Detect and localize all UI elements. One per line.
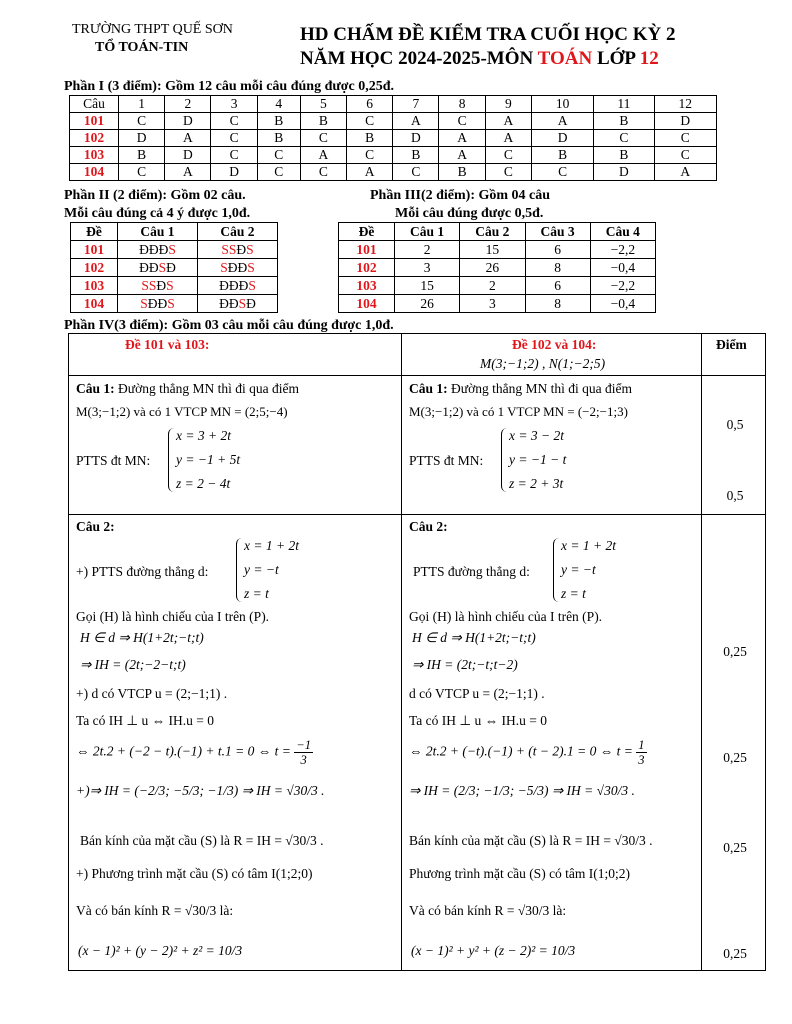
answer-cell: D bbox=[165, 147, 211, 164]
tf-segment: ĐĐ bbox=[227, 259, 248, 275]
q1-left-brace bbox=[168, 428, 175, 492]
answer-cell: −2,2 bbox=[590, 277, 655, 295]
q2-left-l10: Và có bán kính R = √30/3 là: bbox=[76, 903, 234, 918]
q2-left-eq-z: z = t bbox=[244, 586, 269, 601]
row-divider-1 bbox=[68, 375, 766, 376]
answer-cell: A bbox=[300, 147, 346, 164]
answer-cell: −0,4 bbox=[590, 259, 655, 277]
answer-cell: C bbox=[211, 113, 257, 130]
table-row bbox=[339, 259, 656, 277]
col-head: 1 bbox=[119, 96, 165, 113]
answer-cell: D bbox=[531, 130, 593, 147]
q1-left-text: Đường thẳng MN thì đi qua điểm bbox=[114, 381, 299, 396]
tf-answer bbox=[118, 241, 198, 259]
answer-cell: A bbox=[485, 130, 531, 147]
answer-cell: C bbox=[531, 164, 593, 181]
q2-left-l5: Ta có IH ⊥ u ⇔ IH.u = 0 bbox=[76, 713, 215, 728]
answer-cell: C bbox=[654, 147, 716, 164]
tf-segment: S bbox=[140, 295, 148, 311]
exam-code: 104 bbox=[71, 295, 118, 313]
answer-cell: C bbox=[211, 147, 257, 164]
table-row bbox=[71, 241, 278, 259]
part2-answer-table bbox=[70, 222, 278, 313]
tf-segment: Đ bbox=[246, 295, 256, 311]
answer-cell: B bbox=[594, 113, 654, 130]
part3-answer-table bbox=[338, 222, 656, 313]
answer-cell: B bbox=[439, 164, 485, 181]
q2-left-l11: (x − 1)² + (y − 2)² + z² = 10/3 bbox=[78, 943, 243, 958]
department-name: TỔ TOÁN-TIN bbox=[95, 40, 189, 55]
q2-right-eq-z: z = t bbox=[561, 586, 586, 601]
table-row bbox=[339, 295, 656, 313]
answer-cell: 6 bbox=[525, 241, 590, 259]
table-row bbox=[70, 147, 717, 164]
q1-score-2: 0,5 bbox=[726, 488, 744, 503]
col-right-subheading: M(3;−1;2) , N(1;−2;5) bbox=[480, 356, 606, 371]
tf-segment: Đ bbox=[156, 277, 167, 293]
q2-right-l6-text: ⇔ 2t.2 + (−t).(−1) + (t − 2).1 = 0 ⇔ t = bbox=[409, 743, 633, 759]
answer-cell: C bbox=[485, 164, 531, 181]
tf-segment: S bbox=[158, 259, 167, 275]
doc-title-line2: NĂM HỌC 2024-2025-MÔN TOÁN LỚP 12 bbox=[300, 48, 659, 69]
q1-right-eq-x: x = 3 − 2t bbox=[509, 428, 564, 443]
tf-segment: S bbox=[247, 259, 255, 275]
answer-cell: D bbox=[119, 130, 165, 147]
answer-cell: 3 bbox=[395, 259, 460, 277]
answer-cell: C bbox=[439, 113, 485, 130]
exam-code: 102 bbox=[339, 259, 395, 277]
table-row bbox=[339, 277, 656, 295]
q2-left-l2: H ∈ d ⇒ H(1+2t;−t;t) bbox=[80, 630, 204, 645]
exam-code: 101 bbox=[339, 241, 395, 259]
exam-code: 104 bbox=[339, 295, 395, 313]
q1-label: Câu 1: bbox=[76, 381, 115, 396]
tf-segment: S bbox=[248, 277, 256, 293]
q1-right-line2: M(3;−1;2) và có 1 VTCP MN = (−2;−1;3) bbox=[409, 404, 628, 419]
q2-left-l8: Bán kính của mặt cầu (S) là R = IH = √30/3 . bbox=[80, 833, 324, 848]
exam-code: 101 bbox=[70, 113, 119, 130]
answer-cell: −0,4 bbox=[590, 295, 655, 313]
part1-heading: Phần I (3 điểm): Gồm 12 câu mỗi câu đúng được 0,25đ. bbox=[64, 79, 395, 94]
col-head: Câu 2 bbox=[198, 223, 278, 241]
table-row bbox=[71, 295, 278, 313]
answer-cell: 2 bbox=[460, 277, 525, 295]
col-right-heading: Đề 102 và 104: bbox=[512, 337, 597, 352]
q2-left-l9: +) Phương trình mặt cầu (S) có tâm I(1;2;0) bbox=[76, 866, 313, 881]
answer-cell: −2,2 bbox=[590, 241, 655, 259]
tf-segment: SS bbox=[141, 277, 157, 293]
answer-cell: C bbox=[594, 130, 654, 147]
answer-cell: B bbox=[119, 147, 165, 164]
part3-subheading: Mỗi câu đúng được 0,5đ. bbox=[395, 206, 544, 221]
exam-code: 103 bbox=[71, 277, 118, 295]
answer-cell: C bbox=[257, 147, 300, 164]
tf-segment: Đ bbox=[236, 241, 247, 257]
col-head: Câu 4 bbox=[590, 223, 655, 241]
q2-right-l2: H ∈ d ⇒ H(1+2t;−t;t) bbox=[412, 630, 536, 645]
answer-cell: A bbox=[165, 164, 211, 181]
exam-code: 103 bbox=[339, 277, 395, 295]
col-head: 5 bbox=[300, 96, 346, 113]
answer-cell: A bbox=[347, 164, 393, 181]
school-name: TRƯỜNG THPT QUẾ SƠN bbox=[72, 22, 233, 37]
col-head: 12 bbox=[654, 96, 716, 113]
col-head: 9 bbox=[485, 96, 531, 113]
tf-answer bbox=[118, 277, 198, 295]
part2-subheading: Mỗi câu đúng cả 4 ý được 1,0đ. bbox=[64, 206, 251, 221]
answer-cell: C bbox=[393, 164, 439, 181]
q2-right-l10: Và có bán kính R = √30/3 là: bbox=[409, 903, 567, 918]
q2-left-brace bbox=[236, 538, 243, 602]
part1-header-label: Câu bbox=[70, 96, 119, 113]
answer-cell: D bbox=[594, 164, 654, 181]
col-head: 4 bbox=[257, 96, 300, 113]
answer-cell: 6 bbox=[525, 277, 590, 295]
tf-segment: ĐĐĐ bbox=[219, 277, 249, 293]
fraction bbox=[294, 738, 313, 767]
answer-cell: D bbox=[165, 113, 211, 130]
tf-segment: S bbox=[168, 241, 176, 257]
col-head: 8 bbox=[439, 96, 485, 113]
tf-answer bbox=[198, 259, 278, 277]
fraction-den: 3 bbox=[300, 753, 307, 767]
q2-right-l1: Gọi (H) là hình chiếu của I trên (P). bbox=[409, 609, 603, 624]
q2-score-4: 0,25 bbox=[723, 946, 747, 961]
answer-cell: B bbox=[257, 130, 300, 147]
row-divider-2 bbox=[68, 514, 766, 515]
tf-segment: ĐĐ bbox=[147, 295, 168, 311]
answer-cell: B bbox=[393, 147, 439, 164]
tf-segment: ĐĐĐ bbox=[139, 241, 169, 257]
q2-right-l7: ⇒ IH = (2/3; −1/3; −5/3) ⇒ IH = √30/3 . bbox=[409, 783, 635, 798]
answer-cell: C bbox=[485, 147, 531, 164]
col-score-heading: Điểm bbox=[716, 337, 747, 352]
q2-left-pt: +) PTTS đường thẳng d: bbox=[76, 564, 209, 579]
answer-cell: A bbox=[439, 147, 485, 164]
q2-left-label: Câu 2: bbox=[76, 519, 115, 534]
exam-code: 102 bbox=[71, 259, 118, 277]
col-head: 7 bbox=[393, 96, 439, 113]
q1-left-line1 bbox=[76, 381, 299, 397]
part1-answer-table bbox=[69, 95, 717, 181]
q1-right-eq-y: y = −1 − t bbox=[509, 452, 567, 467]
tf-answer bbox=[198, 295, 278, 313]
table-row bbox=[70, 164, 717, 181]
q2-right-brace bbox=[553, 538, 560, 602]
q1-left-eq-z: z = 2 − 4t bbox=[176, 476, 231, 491]
answer-cell: 3 bbox=[460, 295, 525, 313]
q2-left-eq-x: x = 1 + 2t bbox=[244, 538, 299, 553]
table-row bbox=[70, 130, 717, 147]
q2-left-l6-text: ⇔ 2t.2 + (−2 − t).(−1) + t.1 = 0 ⇔ t = bbox=[76, 743, 291, 759]
q2-right-label: Câu 2: bbox=[409, 519, 448, 534]
answer-cell: 26 bbox=[460, 259, 525, 277]
q2-score-1: 0,25 bbox=[723, 644, 747, 659]
tf-segment: Đ bbox=[166, 259, 176, 275]
col-head: Đề bbox=[71, 223, 118, 241]
answer-cell: B bbox=[594, 147, 654, 164]
answer-cell: C bbox=[119, 164, 165, 181]
tf-segment: S bbox=[167, 295, 175, 311]
exam-code: 103 bbox=[70, 147, 119, 164]
answer-cell: C bbox=[347, 147, 393, 164]
q1-right-line1 bbox=[409, 381, 632, 397]
answer-cell: C bbox=[119, 113, 165, 130]
q2-left-l3: ⇒ IH = (2t;−2−t;t) bbox=[80, 657, 186, 672]
tf-answer bbox=[198, 241, 278, 259]
col-head: Câu 1 bbox=[395, 223, 460, 241]
q1-left-eq-y: y = −1 + 5t bbox=[176, 452, 241, 467]
answer-cell: C bbox=[300, 130, 346, 147]
q2-right-l11: (x − 1)² + y² + (z − 2)² = 10/3 bbox=[411, 943, 576, 958]
tf-segment: S bbox=[220, 259, 228, 275]
q1-right-eq-z: z = 2 + 3t bbox=[509, 476, 564, 491]
table-row bbox=[71, 277, 278, 295]
col-head: 10 bbox=[531, 96, 593, 113]
tf-answer bbox=[118, 259, 198, 277]
answer-cell: A bbox=[485, 113, 531, 130]
q2-left-eq-y: y = −t bbox=[244, 562, 279, 577]
col-left-heading: Đề 101 và 103: bbox=[125, 337, 210, 352]
q1-right-brace bbox=[501, 428, 508, 492]
col-head: 11 bbox=[594, 96, 654, 113]
answer-cell: C bbox=[654, 130, 716, 147]
answer-cell: C bbox=[211, 130, 257, 147]
q2-right-l4: d có VTCP u = (2;−1;1) . bbox=[409, 686, 545, 701]
answer-cell: D bbox=[211, 164, 257, 181]
answer-cell: 8 bbox=[525, 259, 590, 277]
q2-right-l3: ⇒ IH = (2t;−t;t−2) bbox=[412, 657, 518, 672]
answer-cell: D bbox=[654, 113, 716, 130]
table-row bbox=[339, 241, 656, 259]
answer-cell: 15 bbox=[460, 241, 525, 259]
answer-cell: D bbox=[393, 130, 439, 147]
q2-left-l4: +) d có VTCP u = (2;−1;1) . bbox=[76, 686, 228, 701]
q2-left-l6 bbox=[76, 738, 313, 767]
answer-cell: A bbox=[439, 130, 485, 147]
answer-cell: 8 bbox=[525, 295, 590, 313]
col-divider-1 bbox=[401, 333, 402, 971]
answer-cell: 2 bbox=[395, 241, 460, 259]
q2-right-l5: Ta có IH ⊥ u ⇔ IH.u = 0 bbox=[409, 713, 548, 728]
q2-right-l8: Bán kính của mặt cầu (S) là R = IH = √30/3 . bbox=[409, 833, 653, 848]
answer-cell: A bbox=[393, 113, 439, 130]
answer-cell: 15 bbox=[395, 277, 460, 295]
answer-cell: B bbox=[347, 130, 393, 147]
answer-cell: B bbox=[257, 113, 300, 130]
answer-cell: A bbox=[654, 164, 716, 181]
exam-code: 104 bbox=[70, 164, 119, 181]
q1-label: Câu 1: bbox=[409, 381, 448, 396]
q1-left-line2: M(3;−1;2) và có 1 VTCP MN = (2;5;−4) bbox=[76, 404, 288, 419]
answer-cell: C bbox=[347, 113, 393, 130]
answer-cell: C bbox=[257, 164, 300, 181]
q1-right-text: Đường thẳng MN thì đi qua điểm bbox=[447, 381, 632, 396]
fraction bbox=[636, 738, 646, 767]
col-head: Đề bbox=[339, 223, 395, 241]
table-row bbox=[71, 259, 278, 277]
col-head: Câu 1 bbox=[118, 223, 198, 241]
fraction-num: −1 bbox=[296, 738, 311, 752]
q1-score-1: 0,5 bbox=[726, 417, 744, 432]
q2-left-l1: Gọi (H) là hình chiếu của I trên (P). bbox=[76, 609, 270, 624]
part2-heading: Phần II (2 điểm): Gồm 02 câu. bbox=[64, 188, 246, 203]
answer-cell: B bbox=[531, 147, 593, 164]
tf-answer bbox=[118, 295, 198, 313]
answer-cell: A bbox=[165, 130, 211, 147]
part3-heading: Phần III(2 điểm): Gồm 04 câu bbox=[370, 188, 551, 203]
q1-left-pt: PTTS đt MN: bbox=[76, 453, 151, 468]
q2-right-pt: PTTS đường thẳng d: bbox=[413, 564, 530, 579]
exam-code: 102 bbox=[70, 130, 119, 147]
tf-segment: SS bbox=[221, 241, 237, 257]
col-head: Câu 3 bbox=[525, 223, 590, 241]
q2-score-3: 0,25 bbox=[723, 840, 747, 855]
q2-left-l7: +)⇒ IH = (−2/3; −5/3; −1/3) ⇒ IH = √30/3 . bbox=[76, 783, 325, 798]
col-head: 3 bbox=[211, 96, 257, 113]
tf-segment: S bbox=[166, 277, 174, 293]
fraction-den: 3 bbox=[638, 753, 645, 767]
q2-right-l9: Phương trình mặt cầu (S) có tâm I(1;0;2) bbox=[409, 866, 631, 881]
q2-right-l6 bbox=[409, 738, 647, 767]
col-head: Câu 2 bbox=[460, 223, 525, 241]
part4-heading: Phần IV(3 điểm): Gồm 03 câu mỗi câu đúng được 1,0đ. bbox=[64, 318, 394, 333]
fraction-num: 1 bbox=[638, 738, 645, 752]
answer-cell: 26 bbox=[395, 295, 460, 313]
q2-right-eq-y: y = −t bbox=[561, 562, 596, 577]
tf-answer bbox=[198, 277, 278, 295]
answer-cell: B bbox=[300, 113, 346, 130]
doc-title-line1: HD CHẤM ĐỀ KIỂM TRA CUỐI HỌC KỲ 2 bbox=[300, 24, 676, 45]
tf-segment: S bbox=[246, 241, 254, 257]
tf-segment: ĐĐ bbox=[139, 259, 159, 275]
exam-code: 101 bbox=[71, 241, 118, 259]
answer-cell: C bbox=[300, 164, 346, 181]
q2-right-eq-x: x = 1 + 2t bbox=[561, 538, 616, 553]
q1-left-eq-x: x = 3 + 2t bbox=[176, 428, 231, 443]
tf-segment: ĐĐ bbox=[219, 295, 239, 311]
col-head: 6 bbox=[347, 96, 393, 113]
q1-right-pt: PTTS đt MN: bbox=[409, 453, 484, 468]
tf-segment: S bbox=[238, 295, 247, 311]
q2-score-2: 0,25 bbox=[723, 750, 747, 765]
table-row bbox=[70, 113, 717, 130]
answer-cell: A bbox=[531, 113, 593, 130]
col-head: 2 bbox=[165, 96, 211, 113]
